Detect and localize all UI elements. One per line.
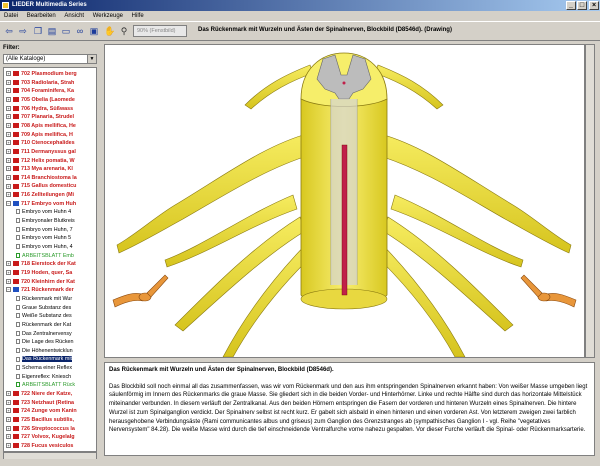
tree-item-label: Weiße Substanz des bbox=[22, 313, 72, 320]
app-icon bbox=[2, 2, 9, 9]
tree-leaf-item[interactable] bbox=[16, 208, 71, 216]
description-panel bbox=[104, 362, 595, 456]
expand-icon[interactable]: + bbox=[7, 278, 10, 284]
tree-leaf-item[interactable] bbox=[16, 312, 72, 320]
description-body: Das Blockbild soll noch einmal all das zusammenfassen, was wir vom Rückenmark und den aus ihm entspringenden Spinalnerven erkannt haben: Von weißer Masse umgeben liegt säulenförmig im Innern des Rückenmarks die graue Masse. Sie gliedert sich in die beiden Vorder- und Hinterhörner. Linke und rechte Hälfte sind durch das horizontale Mittelstück miteinander verbunden. In diesem verläuft der Zentralkanal. Aus den beiden Hörnern entspringen die Fasern der vorderen und hinteren Wurzeln eines Spinalnerven. Die hintere Wurzel ist zum Spinalganglion verdickt. Der Spinalnerv selbst ist recht kurz. Er gabelt sich alsbald in einen hinteren und einen vorderen Ast. Von letzterem zweigen zwei farblich herausgehobene Verbindungsäste (Rami communicantes albus und griseus) zum Ganglion des Grenzstranges ab (sympathisches Ganglion I - vgl. Reihe "vegetatives Nervensystem" 84.28). Die weiße Masse wird durch die tief einschneidende Ventralfurche vorne nahezu gespalten. Vor dieser Furche verläuft die Spinal- oder Rückenmarksarterie. bbox=[109, 383, 588, 434]
tree-leaf-item[interactable] bbox=[16, 321, 71, 329]
tree-item-label: 710 Ctenocephalides bbox=[21, 140, 75, 147]
expand-icon[interactable]: + bbox=[7, 408, 10, 414]
minimize-button[interactable]: _ bbox=[566, 1, 576, 10]
expand-icon[interactable]: + bbox=[7, 148, 10, 154]
expand-icon[interactable]: + bbox=[7, 434, 10, 440]
tree-item-label: ARBEITSBLATT Emb bbox=[22, 252, 74, 259]
page-icon bbox=[16, 244, 20, 249]
expand-icon[interactable]: + bbox=[7, 192, 10, 198]
book-icon bbox=[13, 80, 19, 85]
sympathetic-ganglion-left bbox=[113, 275, 168, 307]
book-icon bbox=[13, 132, 19, 137]
book-icon bbox=[13, 417, 19, 422]
tree-item-label: 718 Eierstock der Kat bbox=[21, 261, 76, 268]
expand-icon[interactable]: + bbox=[7, 157, 10, 163]
book-icon bbox=[13, 149, 19, 154]
book-icon bbox=[13, 261, 19, 266]
tree-leaf-item[interactable] bbox=[16, 226, 73, 234]
image-vertical-scrollbar[interactable] bbox=[585, 44, 595, 358]
expand-icon[interactable]: + bbox=[7, 391, 10, 397]
tree-item-label: 728 Fucus vesiculos bbox=[21, 442, 74, 449]
back-arrow-icon[interactable]: ⇦ bbox=[5, 26, 13, 36]
page-icon bbox=[16, 365, 20, 370]
tree-leaf-item[interactable] bbox=[16, 347, 73, 355]
tree-item-label: 725 Bacillus subtilis, bbox=[21, 417, 75, 423]
expand-icon[interactable]: + bbox=[7, 399, 10, 405]
book-icon bbox=[13, 287, 19, 292]
tree-item-label: Rückenmark mit Wur bbox=[22, 295, 73, 302]
expand-icon[interactable]: + bbox=[7, 97, 10, 103]
page-icon bbox=[16, 348, 20, 353]
tree-item[interactable] bbox=[6, 113, 74, 121]
expand-icon[interactable]: + bbox=[7, 417, 10, 423]
tree-item-label: 726 Streptococcus la bbox=[21, 425, 75, 432]
tree-item-label: Die Höhenentwicklun bbox=[22, 347, 73, 354]
slideshow-icon[interactable]: ▭ bbox=[61, 26, 71, 36]
window-title: LIEDER Multimedia Series bbox=[12, 2, 87, 8]
book-icon bbox=[13, 391, 19, 396]
book-icon bbox=[13, 175, 19, 180]
tree-item[interactable] bbox=[6, 260, 76, 268]
tree-item[interactable] bbox=[6, 148, 76, 156]
tree-item-label: 719 Hoden, quer, Sa bbox=[21, 269, 73, 276]
book-icon bbox=[13, 270, 19, 275]
tree-item-label: Rückenmark der Kat bbox=[22, 321, 72, 328]
tree-item-label: Eigenreflex: Kniesch bbox=[22, 373, 72, 380]
tree-item-label: 721 Rückenmark der bbox=[21, 287, 74, 294]
expand-icon[interactable]: + bbox=[7, 425, 10, 431]
tree-item-label: 704 Foraminifera, Ka bbox=[21, 88, 75, 95]
tree-item[interactable] bbox=[6, 286, 74, 294]
menu-werkzeuge[interactable]: Werkzeuge bbox=[92, 13, 123, 19]
sympathetic-ganglion-right bbox=[521, 275, 576, 307]
tree-item[interactable] bbox=[6, 407, 77, 415]
page-icon bbox=[16, 357, 20, 362]
forward-arrow-icon[interactable]: ⇨ bbox=[19, 26, 27, 36]
tree-item[interactable] bbox=[6, 278, 75, 286]
expand-icon[interactable]: + bbox=[7, 261, 10, 267]
menu-bearbeiten[interactable]: Bearbeiten bbox=[26, 13, 56, 19]
tree-item-label: ARBEITSBLATT Rück bbox=[22, 382, 76, 389]
worksheet-icon bbox=[16, 253, 20, 258]
tree-item[interactable] bbox=[6, 442, 73, 450]
tree-item-label: Schema einer Reflex bbox=[22, 365, 73, 372]
book-icon bbox=[13, 443, 19, 448]
tree-item[interactable] bbox=[6, 131, 73, 139]
expand-icon[interactable]: + bbox=[7, 183, 10, 189]
book-icon bbox=[13, 97, 19, 102]
tree-item[interactable] bbox=[6, 174, 77, 182]
page-icon bbox=[16, 296, 20, 301]
menu-bar bbox=[0, 11, 600, 21]
expand-icon[interactable]: + bbox=[7, 122, 10, 128]
tree-item-label: Das Zentralnervensy bbox=[22, 330, 72, 337]
menu-ansicht[interactable]: Ansicht bbox=[64, 13, 85, 19]
page-icon bbox=[16, 374, 20, 379]
description-title: Das Rückenmark mit Wurzeln und Ästen der Spinalnerven, Blockbild (D8546d). bbox=[109, 367, 334, 373]
page-icon bbox=[16, 218, 20, 223]
book-icon bbox=[13, 123, 19, 128]
image-title: Das Rückenmark mit Wurzeln und Ästen der Spinalnerven, Blockbild (D8546d). (Drawing) bbox=[198, 27, 452, 33]
tree-item-label: 707 Planaria, Strudel bbox=[21, 114, 75, 121]
catalog-tree[interactable] bbox=[3, 67, 97, 452]
tree-leaf-item[interactable] bbox=[16, 373, 71, 381]
tree-item[interactable] bbox=[6, 399, 74, 407]
book-icon bbox=[13, 140, 19, 145]
book-icon bbox=[13, 106, 19, 111]
filter-dropdown[interactable] bbox=[3, 54, 97, 64]
zoom-field[interactable]: 90% (Fenstbild) bbox=[133, 25, 187, 37]
binoculars-icon[interactable]: ∞ bbox=[76, 26, 84, 36]
tree-item-label: Embryo vom Huhn 4 bbox=[22, 209, 72, 216]
tree-item[interactable] bbox=[6, 191, 74, 199]
tree-item-label: Das Rückenmark mit bbox=[22, 356, 73, 363]
book-icon bbox=[13, 426, 19, 431]
tree-item-label: 712 Helix pomatia, W bbox=[21, 157, 75, 164]
tree-item[interactable] bbox=[6, 105, 73, 113]
worksheet-icon bbox=[16, 382, 20, 387]
collapse-icon[interactable]: − bbox=[7, 200, 10, 206]
tree-leaf-item[interactable] bbox=[16, 338, 74, 346]
page-icon bbox=[16, 339, 20, 344]
expand-icon[interactable]: + bbox=[7, 114, 10, 120]
expand-icon[interactable]: + bbox=[7, 270, 10, 276]
tree-leaf-item[interactable] bbox=[16, 355, 72, 363]
page-icon bbox=[16, 322, 20, 327]
status-bar bbox=[0, 459, 600, 466]
tree-item[interactable] bbox=[16, 252, 74, 260]
tree-item[interactable] bbox=[6, 96, 75, 104]
spinal-cord-drawing bbox=[105, 45, 584, 357]
close-button[interactable]: × bbox=[589, 1, 599, 10]
tree-item[interactable] bbox=[6, 182, 76, 190]
page-icon bbox=[16, 313, 20, 318]
expand-icon[interactable]: + bbox=[7, 166, 10, 172]
tree-item-label: 709 Apis mellifica, H bbox=[21, 131, 73, 138]
book-icon bbox=[13, 88, 19, 93]
filter-value: (Alle Kataloge) bbox=[6, 56, 46, 62]
tree-item-label: 702 Plasmodium berg bbox=[21, 71, 77, 77]
expand-icon[interactable]: + bbox=[7, 174, 10, 180]
maximize-button[interactable]: □ bbox=[577, 1, 587, 10]
tree-item-label: 714 Branchiostoma la bbox=[21, 174, 77, 181]
tree-item[interactable] bbox=[6, 425, 75, 433]
expand-icon[interactable]: + bbox=[7, 105, 10, 111]
book-icon bbox=[13, 408, 19, 413]
tree-leaf-item[interactable] bbox=[16, 364, 72, 372]
image-view[interactable] bbox=[104, 44, 585, 358]
tree-item[interactable] bbox=[6, 122, 76, 130]
tree-item[interactable] bbox=[6, 433, 75, 441]
tree-item-label: 717 Embryo vom Huh bbox=[21, 200, 77, 207]
tree-item-label: 724 Zunge vom Kanin bbox=[21, 408, 77, 415]
tree-item-label: 722 Niere der Katze, bbox=[21, 391, 73, 398]
tree-item-label: 703 Radiolaria, Strah bbox=[21, 79, 75, 86]
print-icon[interactable]: ▤ bbox=[47, 26, 57, 36]
tree-item-label: Die Lage des Rücken bbox=[22, 339, 74, 346]
tree-item-label: Graue Substanz des bbox=[22, 304, 72, 311]
chevron-down-icon[interactable]: ▼ bbox=[87, 55, 96, 63]
book-icon bbox=[13, 166, 19, 171]
tree-item-label: Embryo vom Huhn, 4 bbox=[22, 244, 73, 250]
book-icon bbox=[13, 279, 19, 284]
tree-item-label: 711 Dermanyssus gal bbox=[21, 148, 76, 155]
tree-item-label: 716 Zellteilungen (Mi bbox=[21, 192, 75, 199]
tree-item-label: 727 Volvox, Kugelalg bbox=[21, 434, 75, 441]
tree-item-label: Embryo vom Huhn, 7 bbox=[22, 226, 73, 233]
expand-icon[interactable]: + bbox=[7, 88, 10, 94]
tree-item[interactable] bbox=[6, 87, 74, 95]
tree-item[interactable] bbox=[6, 70, 77, 78]
tree-leaf-item[interactable] bbox=[16, 217, 75, 225]
expand-icon[interactable]: + bbox=[7, 79, 10, 85]
spinal-cord-block bbox=[301, 53, 387, 309]
tree-leaf-item[interactable] bbox=[16, 330, 72, 338]
tree-item[interactable] bbox=[6, 269, 72, 277]
tree-item[interactable] bbox=[6, 79, 74, 87]
page-icon bbox=[16, 209, 20, 214]
tree-item-label: 720 Kleinhirn der Kat bbox=[21, 278, 75, 285]
tree-item[interactable] bbox=[6, 139, 75, 147]
tree-item[interactable] bbox=[6, 416, 74, 424]
book-icon bbox=[13, 71, 19, 76]
tree-item[interactable] bbox=[6, 390, 72, 398]
tree-item-label: 706 Hydra, Süßwass bbox=[21, 105, 74, 112]
tree-item-label: 705 Obelia (Laomede bbox=[21, 96, 75, 103]
tree-item-label: 708 Apis mellifica, He bbox=[21, 122, 76, 129]
tree-leaf-item[interactable] bbox=[16, 304, 71, 312]
hand-pan-icon[interactable]: ✋ bbox=[104, 26, 116, 36]
book-icon bbox=[13, 158, 19, 163]
expand-icon[interactable]: + bbox=[7, 131, 10, 137]
collapse-icon[interactable]: − bbox=[7, 287, 10, 293]
tree-item-label: Embryo vom Huhn 5 bbox=[22, 235, 72, 242]
menu-hilfe[interactable]: Hilfe bbox=[131, 13, 144, 19]
tree-item-label: 723 Netzhaut (Retina bbox=[21, 399, 75, 406]
book-icon bbox=[13, 400, 19, 405]
tree-item[interactable] bbox=[6, 157, 75, 165]
copy-icon[interactable]: ❐ bbox=[33, 26, 43, 36]
tree-item-label: 713 Mya arenaria, Kl bbox=[21, 166, 73, 173]
book-icon bbox=[13, 184, 19, 189]
book-icon bbox=[13, 434, 19, 439]
tree-item[interactable] bbox=[6, 200, 76, 208]
toolbar bbox=[0, 21, 600, 41]
tree-item-label: Embryonaler Blutkreis bbox=[22, 218, 75, 225]
tree-item-label: 715 Gallus domesticu bbox=[21, 183, 77, 190]
tree-item[interactable] bbox=[6, 165, 73, 173]
magnifier-icon[interactable]: ⚲ bbox=[120, 26, 128, 36]
page-icon bbox=[16, 227, 20, 232]
book-icon bbox=[13, 114, 19, 119]
page-icon bbox=[16, 305, 20, 310]
page-icon bbox=[16, 235, 20, 240]
filter-label: Filter: bbox=[3, 45, 20, 51]
tree-leaf-item[interactable] bbox=[16, 243, 73, 251]
tree-item[interactable] bbox=[16, 381, 75, 389]
menu-datei[interactable]: Datei bbox=[4, 13, 19, 19]
tree-leaf-item[interactable] bbox=[16, 295, 72, 303]
expand-icon[interactable]: + bbox=[7, 140, 10, 146]
page-icon bbox=[16, 331, 20, 336]
expand-icon[interactable]: + bbox=[7, 71, 10, 77]
book-icon bbox=[13, 192, 19, 197]
tree-leaf-item[interactable] bbox=[16, 234, 71, 242]
expand-icon[interactable]: + bbox=[7, 443, 10, 449]
book-icon bbox=[13, 201, 19, 206]
view-icon[interactable]: ▣ bbox=[89, 26, 99, 36]
title-bar[interactable] bbox=[0, 0, 600, 11]
